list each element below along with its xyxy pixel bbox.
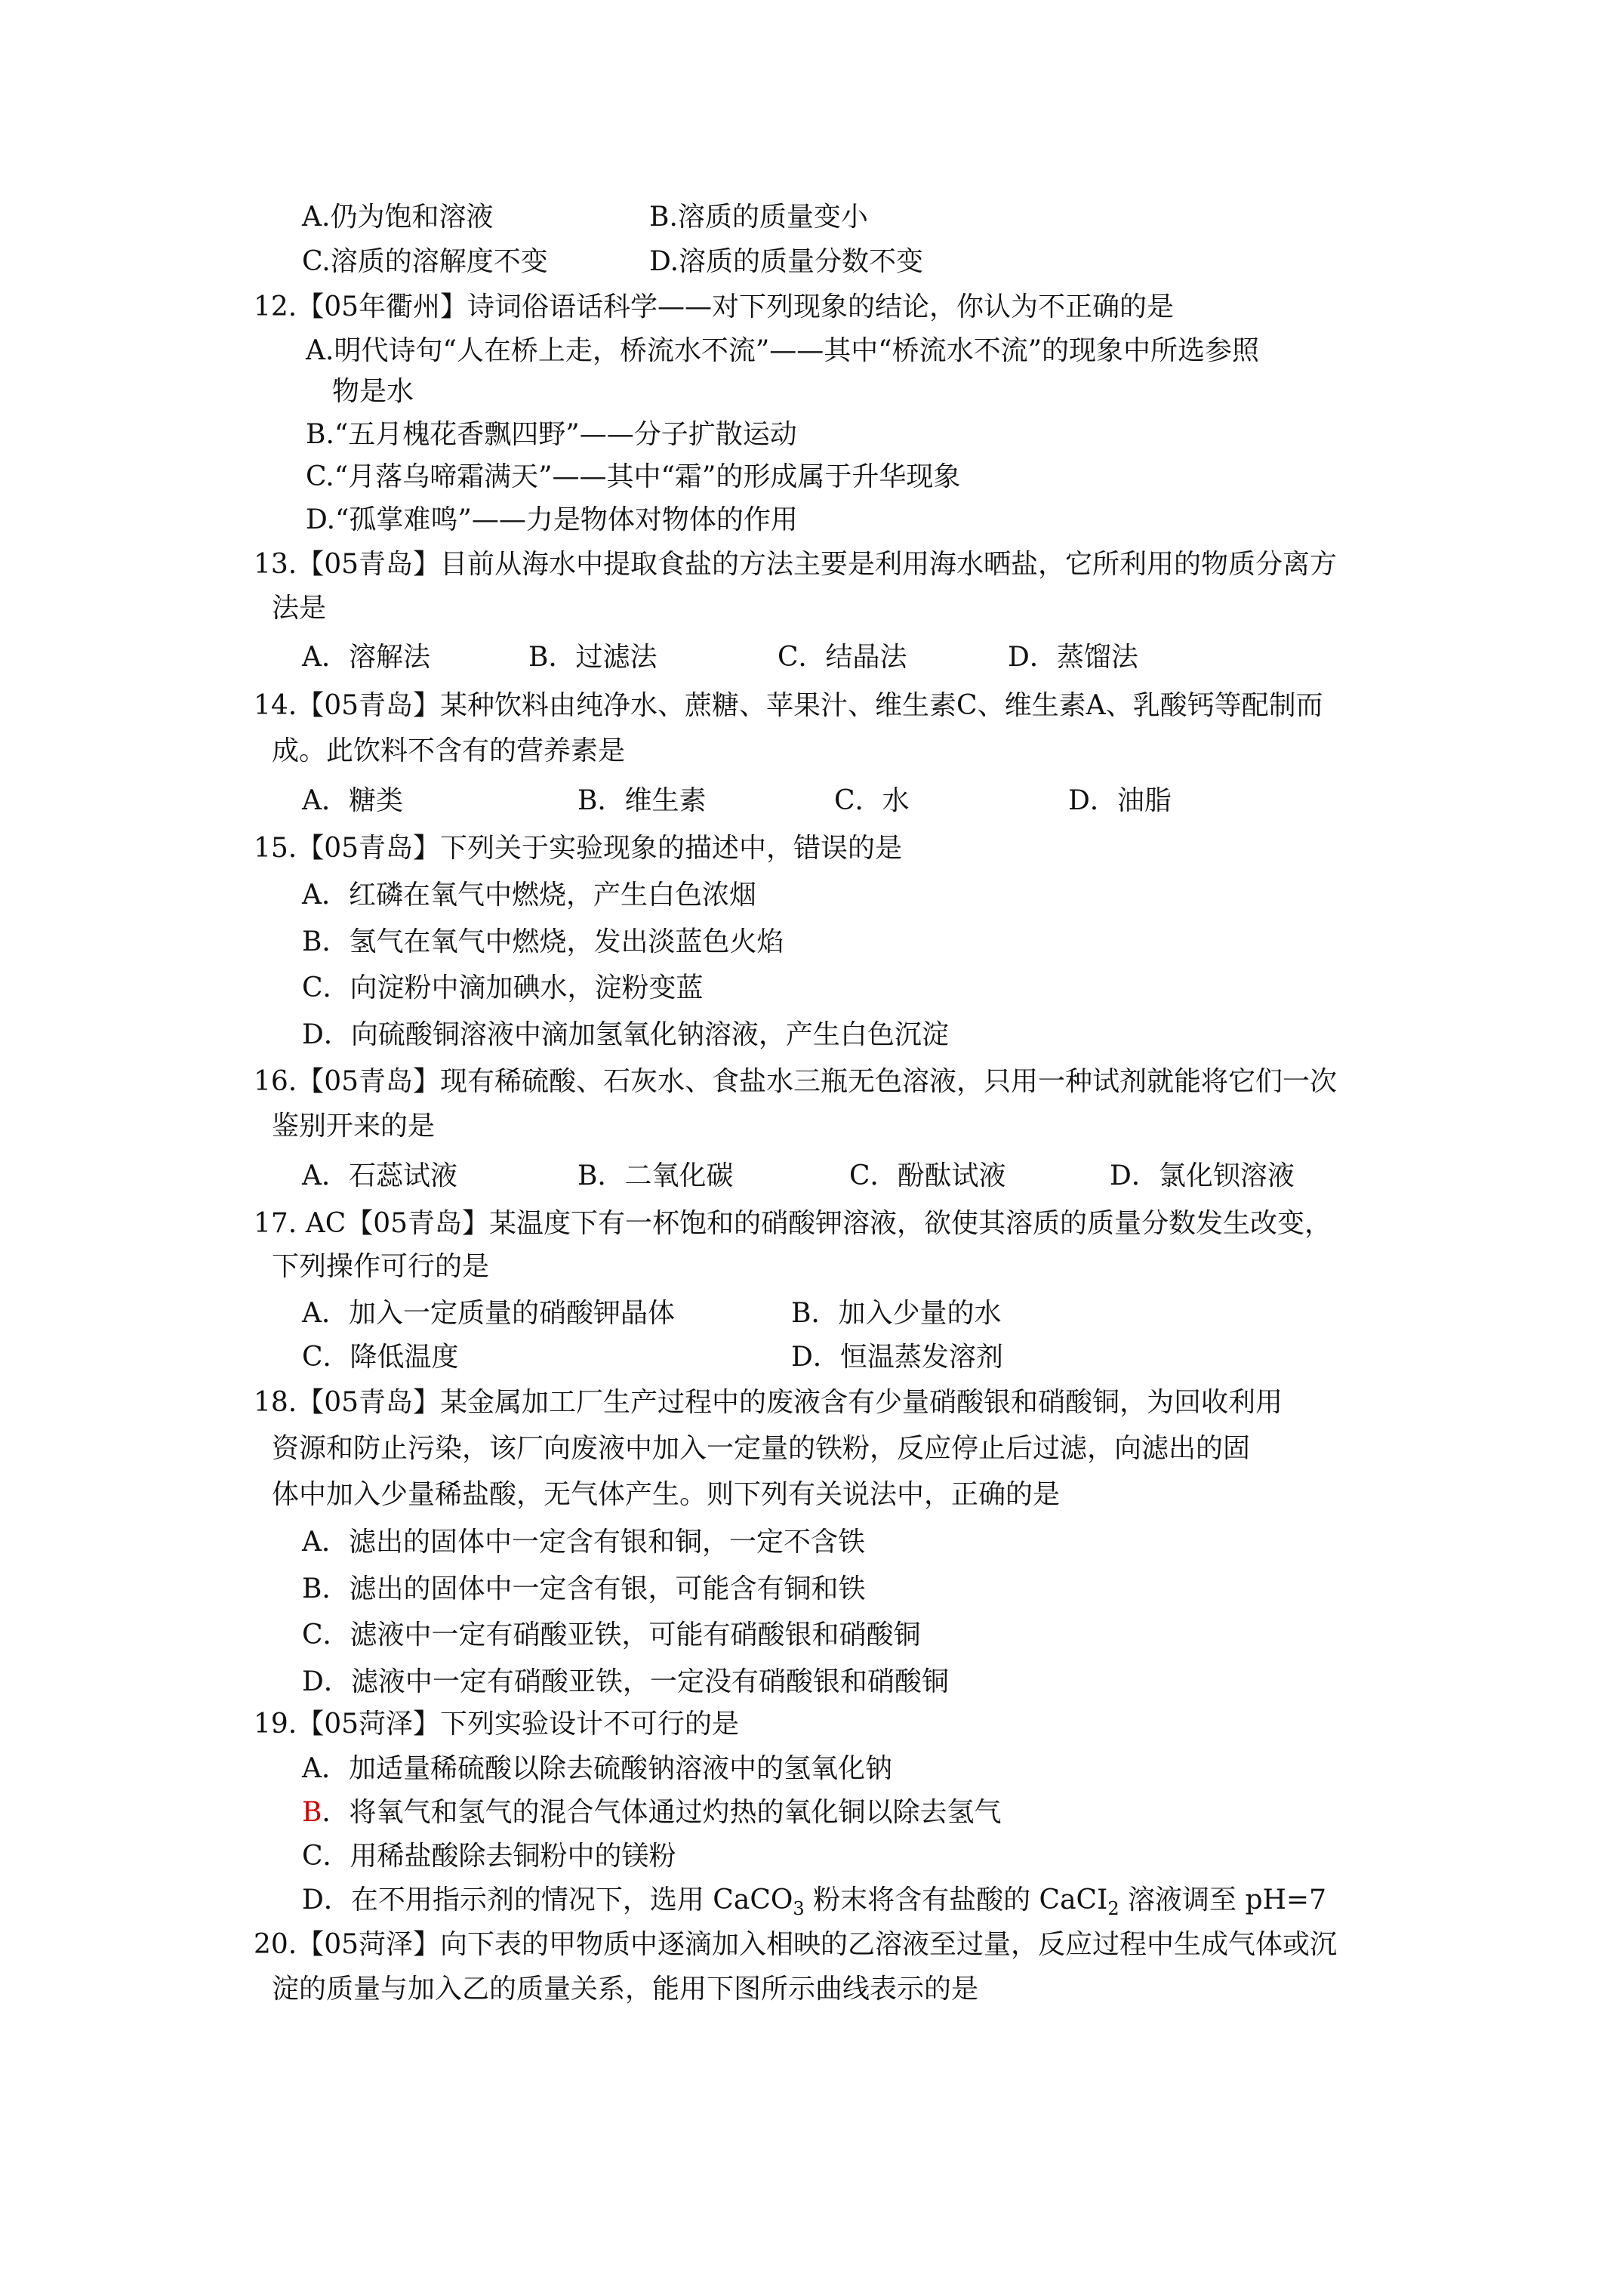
q13-stem-cont: 法是 bbox=[272, 593, 327, 624]
q19-option-d-sub2: 2 bbox=[1107, 1898, 1119, 1920]
q20-stem-cont: 淀的质量与加入乙的质量关系，能用下图所示曲线表示的是 bbox=[272, 1974, 979, 2005]
q19-stem: 19.【05菏泽】下列实验设计不可行的是 bbox=[254, 1709, 740, 1740]
q16-stem-cont: 鉴别开来的是 bbox=[272, 1111, 436, 1142]
q16-option-b: B．二氧化碳 bbox=[577, 1160, 734, 1191]
q15-option-d: D．向硫酸铜溶液中滴加氢氧化钠溶液，产生白色沉淀 bbox=[302, 1019, 949, 1050]
q14-option-a: A．糖类 bbox=[302, 785, 403, 816]
q14-option-b: B．维生素 bbox=[577, 785, 707, 816]
q18-stem-cont1: 资源和防止污染，该厂向废液中加入一定量的铁粉，反应停止后过滤，向滤出的固 bbox=[272, 1433, 1251, 1464]
q15-option-b: B．氢气在氧气中燃烧，发出淡蓝色火焰 bbox=[302, 926, 784, 957]
q15-option-a: A．红磷在氧气中燃烧，产生白色浓烟 bbox=[302, 880, 756, 911]
q18-stem-cont2: 体中加入少量稀盐酸，无气体产生。则下列有关说法中，正确的是 bbox=[272, 1479, 1061, 1510]
q19-option-b bbox=[302, 1795, 1001, 1830]
q14-option-c: C．水 bbox=[834, 785, 910, 816]
q13-stem: 13.【05青岛】目前从海水中提取食盐的方法主要是利用海水晒盐，它所利用的物质分离方 bbox=[254, 549, 1338, 580]
q19-option-b-text: ．将氧气和氢气的混合气体通过灼热的氧化铜以除去氢气 bbox=[322, 1797, 1002, 1828]
q17-stem: 17. AC【05青岛】某温度下有一杯饱和的硝酸钾溶液，欲使其溶质的质量分数发生改变， bbox=[254, 1208, 1332, 1239]
q12-option-a-cont: 物是水 bbox=[332, 376, 414, 407]
q12-option-b: B.“五月槐花香飘四野”——分子扩散运动 bbox=[306, 419, 797, 450]
q12-option-a: A.明代诗句“人在桥上走，桥流水不流”——其中“桥流水不流”的现象中所选参照 bbox=[306, 335, 1260, 366]
q19-option-d-part1: D．在不用指示剂的情况下，选用 CaCO bbox=[302, 1885, 793, 1915]
q16-stem: 16.【05青岛】现有稀硫酸、石灰水、食盐水三瓶无色溶液，只用一种试剂就能将它们一次 bbox=[254, 1066, 1338, 1097]
q19-option-d-part3: 溶液调至 pH=7 bbox=[1119, 1885, 1327, 1915]
q14-option-d: D．油脂 bbox=[1068, 785, 1172, 816]
q16-option-d: D．氯化钡溶液 bbox=[1110, 1160, 1295, 1191]
q14-stem-cont: 成。此饮料不含有的营养素是 bbox=[272, 735, 626, 766]
q16-option-a: A．石蕊试液 bbox=[302, 1160, 457, 1191]
q18-option-c: C．滤液中一定有硝酸亚铁，可能有硝酸银和硝酸铜 bbox=[302, 1620, 921, 1650]
q19-option-d-part2: 粉末将含有盐酸的 CaCI bbox=[804, 1885, 1108, 1915]
q12-stem: 12.【05年衢州】诗词俗语话科学——对下列现象的结论，你认为不正确的是 bbox=[254, 291, 1175, 322]
q19-option-b-letter: B bbox=[302, 1797, 322, 1828]
q19-option-d bbox=[302, 1883, 1326, 1918]
q13-option-a: A．溶解法 bbox=[302, 642, 430, 673]
q12-option-c: C.“月落乌啼霜满天”——其中“霜”的形成属于升华现象 bbox=[306, 461, 961, 492]
q19-option-c: C．用稀盐酸除去铜粉中的镁粉 bbox=[302, 1841, 676, 1872]
q13-option-c: C．结晶法 bbox=[778, 642, 907, 673]
q17-option-a: A．加入一定质量的硝酸钾晶体 bbox=[302, 1298, 675, 1329]
q17-option-c: C．降低温度 bbox=[302, 1342, 459, 1373]
q18-option-a: A．滤出的固体中一定含有银和铜，一定不含铁 bbox=[302, 1527, 865, 1558]
q13-option-b: B．过滤法 bbox=[528, 642, 658, 673]
q19-option-d-sub1: 3 bbox=[793, 1898, 805, 1920]
q16-option-c: C．酚酞试液 bbox=[849, 1160, 1006, 1191]
q15-stem: 15.【05青岛】下列关于实验现象的描述中，错误的是 bbox=[254, 833, 903, 864]
q11-option-d: D.溶质的质量分数不变 bbox=[649, 246, 924, 277]
q20-stem: 20.【05菏泽】向下表的甲物质中逐滴加入相映的乙溶液至过量，反应过程中生成气体或沉 bbox=[254, 1929, 1338, 1960]
q12-option-d: D.“孤掌难鸣”——力是物体对物体的作用 bbox=[306, 504, 798, 535]
q11-option-c: C.溶质的溶解度不变 bbox=[302, 246, 548, 277]
q17-option-d: D．恒温蒸发溶剂 bbox=[791, 1342, 1003, 1373]
q11-option-a: A.仍为饱和溶液 bbox=[302, 202, 494, 233]
q15-option-c: C．向淀粉中滴加碘水，淀粉变蓝 bbox=[302, 972, 704, 1003]
q14-stem: 14.【05青岛】某种饮料由纯净水、蔗糖、苹果汁、维生素C、维生素A、乳酸钙等配制而 bbox=[254, 690, 1323, 721]
q17-stem-cont: 下列操作可行的是 bbox=[272, 1251, 490, 1282]
q19-option-a: A．加适量稀硫酸以除去硫酸钠溶液中的氢氧化钠 bbox=[302, 1753, 892, 1784]
q18-option-d: D．滤液中一定有硝酸亚铁，一定没有硝酸银和硝酸铜 bbox=[302, 1666, 949, 1697]
q17-option-b: B．加入少量的水 bbox=[791, 1298, 1002, 1329]
q11-option-b: B.溶质的质量变小 bbox=[649, 202, 868, 233]
q13-option-d: D．蒸馏法 bbox=[1008, 642, 1138, 673]
q18-option-b: B．滤出的固体中一定含有银，可能含有铜和铁 bbox=[302, 1573, 866, 1604]
q18-stem: 18.【05青岛】某金属加工厂生产过程中的废液含有少量硝酸银和硝酸铜，为回收利用 bbox=[254, 1387, 1283, 1418]
